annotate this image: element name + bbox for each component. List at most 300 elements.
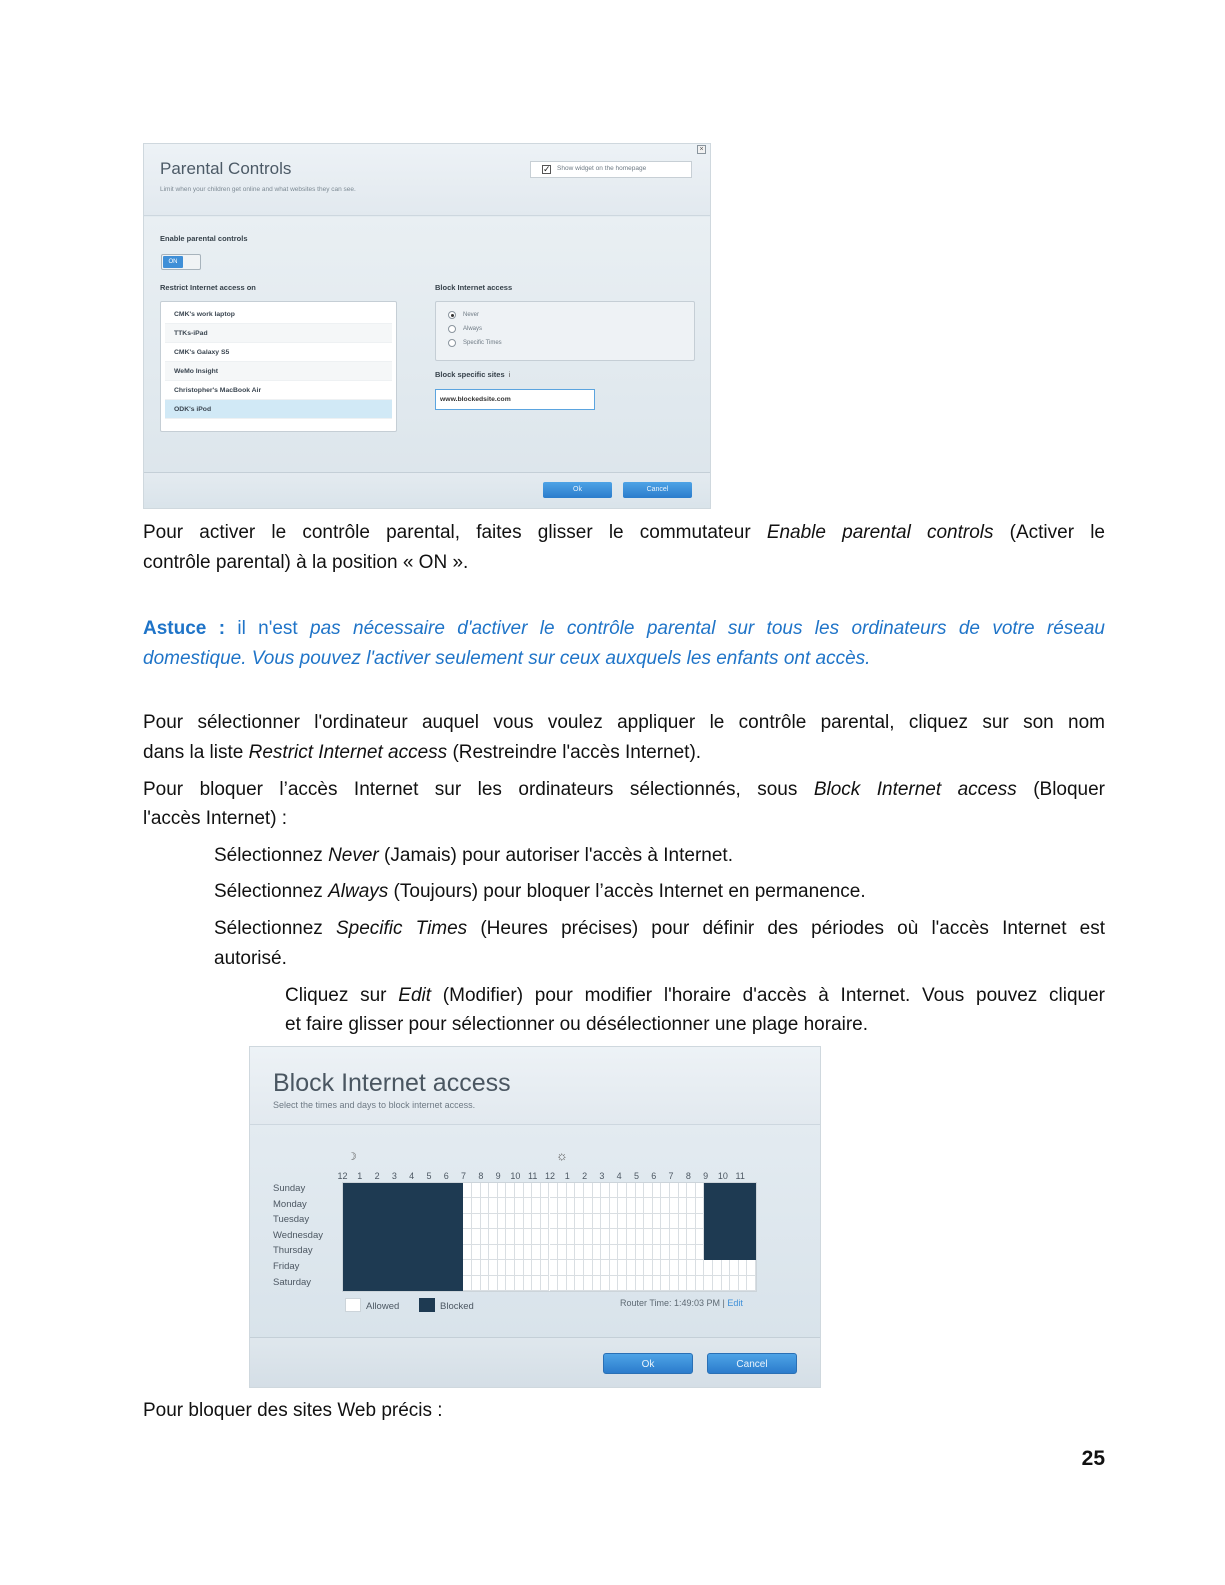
allowed-slot[interactable] <box>627 1276 636 1291</box>
blocked-slot[interactable] <box>713 1245 722 1260</box>
allowed-slot[interactable] <box>481 1214 490 1229</box>
allowed-slot[interactable] <box>696 1229 705 1244</box>
blocked-slot[interactable] <box>446 1214 455 1229</box>
allowed-slot[interactable] <box>515 1183 524 1198</box>
blocked-slot[interactable] <box>747 1245 756 1260</box>
allowed-slot[interactable] <box>601 1214 610 1229</box>
allowed-slot[interactable] <box>601 1183 610 1198</box>
allowed-slot[interactable] <box>644 1229 653 1244</box>
blocked-slot[interactable] <box>713 1198 722 1213</box>
allowed-slot[interactable] <box>541 1276 550 1291</box>
allowed-slot[interactable] <box>558 1183 567 1198</box>
blocked-slot[interactable] <box>343 1245 352 1260</box>
allowed-slot[interactable] <box>661 1198 670 1213</box>
allowed-slot[interactable] <box>472 1229 481 1244</box>
ok-button[interactable]: Ok <box>543 482 612 498</box>
allowed-slot[interactable] <box>618 1183 627 1198</box>
blocked-slot[interactable] <box>403 1183 412 1198</box>
blocked-slot[interactable] <box>352 1183 361 1198</box>
blocked-slot[interactable] <box>377 1183 386 1198</box>
allowed-slot[interactable] <box>601 1245 610 1260</box>
radio-always[interactable] <box>448 325 456 333</box>
allowed-slot[interactable] <box>687 1245 696 1260</box>
allowed-slot[interactable] <box>593 1198 602 1213</box>
blocked-slot[interactable] <box>455 1245 464 1260</box>
allowed-slot[interactable] <box>653 1276 662 1291</box>
allowed-slot[interactable] <box>593 1260 602 1275</box>
edit-link[interactable]: Edit <box>727 1298 743 1308</box>
allowed-slot[interactable] <box>463 1214 472 1229</box>
allowed-slot[interactable] <box>541 1229 550 1244</box>
blocked-slot[interactable] <box>429 1260 438 1275</box>
allowed-slot[interactable] <box>644 1276 653 1291</box>
allowed-slot[interactable] <box>472 1214 481 1229</box>
blocked-slot[interactable] <box>704 1229 713 1244</box>
allowed-slot[interactable] <box>653 1214 662 1229</box>
blocked-slot[interactable] <box>429 1276 438 1291</box>
allowed-slot[interactable] <box>506 1260 515 1275</box>
allowed-slot[interactable] <box>558 1245 567 1260</box>
blocked-slot[interactable] <box>352 1276 361 1291</box>
allowed-slot[interactable] <box>481 1183 490 1198</box>
allowed-slot[interactable] <box>722 1260 731 1275</box>
blocked-slot[interactable] <box>730 1214 739 1229</box>
blocked-slot[interactable] <box>395 1214 404 1229</box>
blocked-slot[interactable] <box>704 1245 713 1260</box>
blocked-slot[interactable] <box>420 1183 429 1198</box>
allowed-slot[interactable] <box>747 1260 756 1275</box>
allowed-slot[interactable] <box>601 1198 610 1213</box>
blocked-slot[interactable] <box>429 1198 438 1213</box>
allowed-slot[interactable] <box>618 1276 627 1291</box>
allowed-slot[interactable] <box>584 1198 593 1213</box>
allowed-slot[interactable] <box>636 1245 645 1260</box>
blocked-slot[interactable] <box>438 1229 447 1244</box>
allowed-slot[interactable] <box>567 1245 576 1260</box>
allowed-slot[interactable] <box>463 1183 472 1198</box>
allowed-slot[interactable] <box>687 1214 696 1229</box>
allowed-slot[interactable] <box>593 1276 602 1291</box>
allowed-slot[interactable] <box>627 1245 636 1260</box>
allowed-slot[interactable] <box>679 1183 688 1198</box>
device-item[interactable]: Christopher's MacBook Air <box>165 381 392 400</box>
allowed-slot[interactable] <box>713 1260 722 1275</box>
allowed-slot[interactable] <box>696 1245 705 1260</box>
allowed-slot[interactable] <box>489 1214 498 1229</box>
allowed-slot[interactable] <box>567 1260 576 1275</box>
allowed-slot[interactable] <box>506 1214 515 1229</box>
checkbox-icon[interactable]: ✓ <box>543 164 551 174</box>
allowed-slot[interactable] <box>661 1214 670 1229</box>
allowed-slot[interactable] <box>472 1260 481 1275</box>
allowed-slot[interactable] <box>687 1276 696 1291</box>
blocked-slot[interactable] <box>420 1198 429 1213</box>
allowed-slot[interactable] <box>593 1183 602 1198</box>
allowed-slot[interactable] <box>567 1276 576 1291</box>
allowed-slot[interactable] <box>653 1245 662 1260</box>
schedule-grid[interactable] <box>342 1182 757 1292</box>
allowed-slot[interactable] <box>627 1183 636 1198</box>
blocked-slot[interactable] <box>343 1198 352 1213</box>
allowed-slot[interactable] <box>532 1276 541 1291</box>
blocked-slot[interactable] <box>438 1276 447 1291</box>
blocked-slot[interactable] <box>429 1229 438 1244</box>
allowed-slot[interactable] <box>601 1260 610 1275</box>
blocked-slot[interactable] <box>386 1183 395 1198</box>
allowed-slot[interactable] <box>472 1276 481 1291</box>
allowed-slot[interactable] <box>601 1229 610 1244</box>
blocked-slot[interactable] <box>395 1276 404 1291</box>
blocked-slot[interactable] <box>412 1229 421 1244</box>
allowed-slot[interactable] <box>558 1214 567 1229</box>
blocked-slot[interactable] <box>455 1260 464 1275</box>
allowed-slot[interactable] <box>515 1214 524 1229</box>
allowed-slot[interactable] <box>696 1276 705 1291</box>
allowed-slot[interactable] <box>636 1260 645 1275</box>
allowed-slot[interactable] <box>739 1260 748 1275</box>
allowed-slot[interactable] <box>550 1198 559 1213</box>
blocked-slot[interactable] <box>730 1183 739 1198</box>
blocked-slot[interactable] <box>343 1183 352 1198</box>
blocked-slot[interactable] <box>429 1183 438 1198</box>
allowed-slot[interactable] <box>472 1183 481 1198</box>
blocked-slot[interactable] <box>352 1214 361 1229</box>
allowed-slot[interactable] <box>687 1229 696 1244</box>
allowed-slot[interactable] <box>627 1260 636 1275</box>
allowed-slot[interactable] <box>584 1260 593 1275</box>
allowed-slot[interactable] <box>653 1260 662 1275</box>
allowed-slot[interactable] <box>541 1214 550 1229</box>
allowed-slot[interactable] <box>506 1198 515 1213</box>
blocked-slot[interactable] <box>722 1245 731 1260</box>
allowed-slot[interactable] <box>463 1260 472 1275</box>
allowed-slot[interactable] <box>584 1183 593 1198</box>
allowed-slot[interactable] <box>687 1183 696 1198</box>
allowed-slot[interactable] <box>567 1229 576 1244</box>
blocked-slot[interactable] <box>360 1245 369 1260</box>
allowed-slot[interactable] <box>558 1198 567 1213</box>
blocked-slot[interactable] <box>730 1245 739 1260</box>
allowed-slot[interactable] <box>463 1276 472 1291</box>
blocked-slot[interactable] <box>369 1245 378 1260</box>
allowed-slot[interactable] <box>670 1260 679 1275</box>
blocked-slot[interactable] <box>412 1276 421 1291</box>
allowed-slot[interactable] <box>481 1245 490 1260</box>
allowed-slot[interactable] <box>550 1260 559 1275</box>
allowed-slot[interactable] <box>618 1260 627 1275</box>
allowed-slot[interactable] <box>593 1229 602 1244</box>
allowed-slot[interactable] <box>679 1276 688 1291</box>
radio-specific-times[interactable] <box>448 339 456 347</box>
blocked-slot[interactable] <box>455 1198 464 1213</box>
allowed-slot[interactable] <box>498 1214 507 1229</box>
blocked-slot[interactable] <box>369 1214 378 1229</box>
allowed-slot[interactable] <box>722 1276 731 1291</box>
blocked-slot[interactable] <box>386 1276 395 1291</box>
allowed-slot[interactable] <box>696 1198 705 1213</box>
device-item[interactable]: TTKs-iPad <box>165 324 392 343</box>
blocked-slot[interactable] <box>403 1260 412 1275</box>
blocked-slot[interactable] <box>446 1276 455 1291</box>
allowed-slot[interactable] <box>575 1183 584 1198</box>
blocked-slot[interactable] <box>704 1183 713 1198</box>
allowed-slot[interactable] <box>610 1198 619 1213</box>
blocked-slot[interactable] <box>438 1214 447 1229</box>
blocked-slot[interactable] <box>438 1183 447 1198</box>
allowed-slot[interactable] <box>636 1276 645 1291</box>
blocked-slot[interactable] <box>360 1183 369 1198</box>
blocked-slot[interactable] <box>739 1245 748 1260</box>
blocked-slot[interactable] <box>369 1276 378 1291</box>
blocked-slot[interactable] <box>446 1183 455 1198</box>
blocked-slot[interactable] <box>352 1198 361 1213</box>
blocked-slot[interactable] <box>713 1183 722 1198</box>
blocked-slot[interactable] <box>446 1245 455 1260</box>
allowed-slot[interactable] <box>550 1183 559 1198</box>
allowed-slot[interactable] <box>567 1214 576 1229</box>
blocked-slot[interactable] <box>412 1214 421 1229</box>
allowed-slot[interactable] <box>575 1198 584 1213</box>
allowed-slot[interactable] <box>661 1260 670 1275</box>
blocked-slot[interactable] <box>386 1245 395 1260</box>
allowed-slot[interactable] <box>489 1229 498 1244</box>
blocked-slot[interactable] <box>377 1245 386 1260</box>
allowed-slot[interactable] <box>644 1198 653 1213</box>
blocked-slot[interactable] <box>412 1245 421 1260</box>
allowed-slot[interactable] <box>506 1245 515 1260</box>
allowed-slot[interactable] <box>489 1183 498 1198</box>
blocked-slot[interactable] <box>713 1229 722 1244</box>
allowed-slot[interactable] <box>704 1260 713 1275</box>
allowed-slot[interactable] <box>515 1276 524 1291</box>
cancel-button[interactable]: Cancel <box>623 482 692 498</box>
allowed-slot[interactable] <box>489 1276 498 1291</box>
allowed-slot[interactable] <box>679 1260 688 1275</box>
allowed-slot[interactable] <box>696 1214 705 1229</box>
allowed-slot[interactable] <box>610 1260 619 1275</box>
blocked-slot[interactable] <box>343 1260 352 1275</box>
allowed-slot[interactable] <box>618 1214 627 1229</box>
blocked-slot[interactable] <box>343 1229 352 1244</box>
blocked-slot[interactable] <box>403 1276 412 1291</box>
allowed-slot[interactable] <box>472 1198 481 1213</box>
allowed-slot[interactable] <box>532 1260 541 1275</box>
allowed-slot[interactable] <box>679 1214 688 1229</box>
blocked-slot[interactable] <box>420 1245 429 1260</box>
allowed-slot[interactable] <box>687 1198 696 1213</box>
allowed-slot[interactable] <box>670 1245 679 1260</box>
blocked-slot[interactable] <box>429 1245 438 1260</box>
allowed-slot[interactable] <box>498 1276 507 1291</box>
allowed-slot[interactable] <box>575 1214 584 1229</box>
blocked-slot[interactable] <box>403 1245 412 1260</box>
allowed-slot[interactable] <box>644 1245 653 1260</box>
allowed-slot[interactable] <box>610 1183 619 1198</box>
allowed-slot[interactable] <box>481 1260 490 1275</box>
allowed-slot[interactable] <box>515 1229 524 1244</box>
allowed-slot[interactable] <box>636 1214 645 1229</box>
blocked-slot[interactable] <box>446 1260 455 1275</box>
blocked-slot[interactable] <box>420 1260 429 1275</box>
blocked-slot[interactable] <box>438 1198 447 1213</box>
blocked-slot[interactable] <box>722 1183 731 1198</box>
blocked-slot[interactable] <box>377 1214 386 1229</box>
blocked-slot[interactable] <box>377 1229 386 1244</box>
allowed-slot[interactable] <box>584 1245 593 1260</box>
blocked-slot[interactable] <box>438 1260 447 1275</box>
allowed-slot[interactable] <box>618 1229 627 1244</box>
allowed-slot[interactable] <box>584 1229 593 1244</box>
allowed-slot[interactable] <box>463 1245 472 1260</box>
allowed-slot[interactable] <box>661 1229 670 1244</box>
allowed-slot[interactable] <box>670 1229 679 1244</box>
allowed-slot[interactable] <box>567 1183 576 1198</box>
allowed-slot[interactable] <box>679 1229 688 1244</box>
allowed-slot[interactable] <box>550 1245 559 1260</box>
blocked-slot[interactable] <box>377 1276 386 1291</box>
blocked-slot[interactable] <box>713 1214 722 1229</box>
allowed-slot[interactable] <box>696 1183 705 1198</box>
blocked-slot[interactable] <box>722 1198 731 1213</box>
blocked-slot[interactable] <box>352 1229 361 1244</box>
allowed-slot[interactable] <box>687 1260 696 1275</box>
allowed-slot[interactable] <box>584 1214 593 1229</box>
ok-button[interactable]: Ok <box>603 1353 693 1374</box>
blocked-slot[interactable] <box>739 1229 748 1244</box>
allowed-slot[interactable] <box>550 1276 559 1291</box>
blocked-slot[interactable] <box>369 1198 378 1213</box>
allowed-slot[interactable] <box>515 1245 524 1260</box>
blocked-slot[interactable] <box>747 1214 756 1229</box>
blocked-slot[interactable] <box>395 1183 404 1198</box>
allowed-slot[interactable] <box>498 1260 507 1275</box>
blocked-slot[interactable] <box>420 1214 429 1229</box>
blocked-slot[interactable] <box>722 1229 731 1244</box>
allowed-slot[interactable] <box>618 1245 627 1260</box>
allowed-slot[interactable] <box>472 1245 481 1260</box>
blocked-slot[interactable] <box>412 1198 421 1213</box>
blocked-slot[interactable] <box>343 1276 352 1291</box>
allowed-slot[interactable] <box>661 1245 670 1260</box>
allowed-slot[interactable] <box>739 1276 748 1291</box>
allowed-slot[interactable] <box>730 1276 739 1291</box>
allowed-slot[interactable] <box>550 1214 559 1229</box>
blocked-slot[interactable] <box>360 1198 369 1213</box>
allowed-slot[interactable] <box>541 1183 550 1198</box>
allowed-slot[interactable] <box>524 1260 533 1275</box>
allowed-slot[interactable] <box>636 1229 645 1244</box>
blocked-slot[interactable] <box>747 1198 756 1213</box>
blocked-slot[interactable] <box>747 1183 756 1198</box>
allowed-slot[interactable] <box>515 1198 524 1213</box>
blocked-slot[interactable] <box>739 1214 748 1229</box>
allowed-slot[interactable] <box>489 1198 498 1213</box>
blocked-slot[interactable] <box>704 1198 713 1213</box>
blocked-slot[interactable] <box>403 1229 412 1244</box>
info-icon[interactable]: i <box>508 370 511 379</box>
allowed-slot[interactable] <box>532 1229 541 1244</box>
allowed-slot[interactable] <box>515 1260 524 1275</box>
blocked-slot[interactable] <box>730 1198 739 1213</box>
allowed-slot[interactable] <box>489 1245 498 1260</box>
device-item[interactable]: CMK's work laptop <box>165 305 392 324</box>
blocked-slot[interactable] <box>446 1229 455 1244</box>
allowed-slot[interactable] <box>679 1245 688 1260</box>
blocked-slot[interactable] <box>412 1183 421 1198</box>
allowed-slot[interactable] <box>489 1260 498 1275</box>
device-item[interactable]: WeMo Insight <box>165 362 392 381</box>
allowed-slot[interactable] <box>618 1198 627 1213</box>
allowed-slot[interactable] <box>498 1183 507 1198</box>
blocked-slot[interactable] <box>739 1183 748 1198</box>
allowed-slot[interactable] <box>593 1214 602 1229</box>
allowed-slot[interactable] <box>541 1198 550 1213</box>
allowed-slot[interactable] <box>498 1245 507 1260</box>
allowed-slot[interactable] <box>636 1183 645 1198</box>
allowed-slot[interactable] <box>532 1245 541 1260</box>
allowed-slot[interactable] <box>627 1214 636 1229</box>
blocked-slot[interactable] <box>360 1214 369 1229</box>
allowed-slot[interactable] <box>558 1276 567 1291</box>
blocked-slot[interactable] <box>747 1229 756 1244</box>
blocked-slot[interactable] <box>412 1260 421 1275</box>
allowed-slot[interactable] <box>481 1276 490 1291</box>
blocked-slot[interactable] <box>352 1245 361 1260</box>
blocked-slot[interactable] <box>369 1229 378 1244</box>
allowed-slot[interactable] <box>696 1260 705 1275</box>
allowed-slot[interactable] <box>627 1198 636 1213</box>
allowed-slot[interactable] <box>524 1214 533 1229</box>
blocked-slot[interactable] <box>455 1229 464 1244</box>
allowed-slot[interactable] <box>524 1245 533 1260</box>
allowed-slot[interactable] <box>532 1183 541 1198</box>
blocked-slot[interactable] <box>386 1229 395 1244</box>
blocked-slot[interactable] <box>395 1229 404 1244</box>
allowed-slot[interactable] <box>610 1276 619 1291</box>
blocked-slot[interactable] <box>420 1276 429 1291</box>
radio-never[interactable] <box>448 311 456 319</box>
blocked-slot[interactable] <box>446 1198 455 1213</box>
allowed-slot[interactable] <box>463 1229 472 1244</box>
allowed-slot[interactable] <box>704 1276 713 1291</box>
allowed-slot[interactable] <box>575 1229 584 1244</box>
allowed-slot[interactable] <box>679 1198 688 1213</box>
device-item-selected[interactable]: ODK's iPod <box>165 400 392 419</box>
blocked-slot[interactable] <box>455 1276 464 1291</box>
blocked-slot[interactable] <box>360 1260 369 1275</box>
allowed-slot[interactable] <box>575 1245 584 1260</box>
allowed-slot[interactable] <box>506 1276 515 1291</box>
allowed-slot[interactable] <box>610 1229 619 1244</box>
allowed-slot[interactable] <box>532 1214 541 1229</box>
blocked-slot[interactable] <box>369 1183 378 1198</box>
blocked-slot[interactable] <box>455 1183 464 1198</box>
allowed-slot[interactable] <box>636 1198 645 1213</box>
blocked-slot[interactable] <box>352 1260 361 1275</box>
allowed-slot[interactable] <box>498 1198 507 1213</box>
blocked-slot[interactable] <box>395 1198 404 1213</box>
allowed-slot[interactable] <box>558 1229 567 1244</box>
blocked-slot[interactable] <box>360 1276 369 1291</box>
blocked-slot[interactable] <box>403 1198 412 1213</box>
allowed-slot[interactable] <box>558 1260 567 1275</box>
blocked-slot[interactable] <box>386 1214 395 1229</box>
allowed-slot[interactable] <box>644 1214 653 1229</box>
blocked-slot[interactable] <box>420 1229 429 1244</box>
allowed-slot[interactable] <box>593 1245 602 1260</box>
blocked-slot[interactable] <box>403 1214 412 1229</box>
allowed-slot[interactable] <box>610 1245 619 1260</box>
